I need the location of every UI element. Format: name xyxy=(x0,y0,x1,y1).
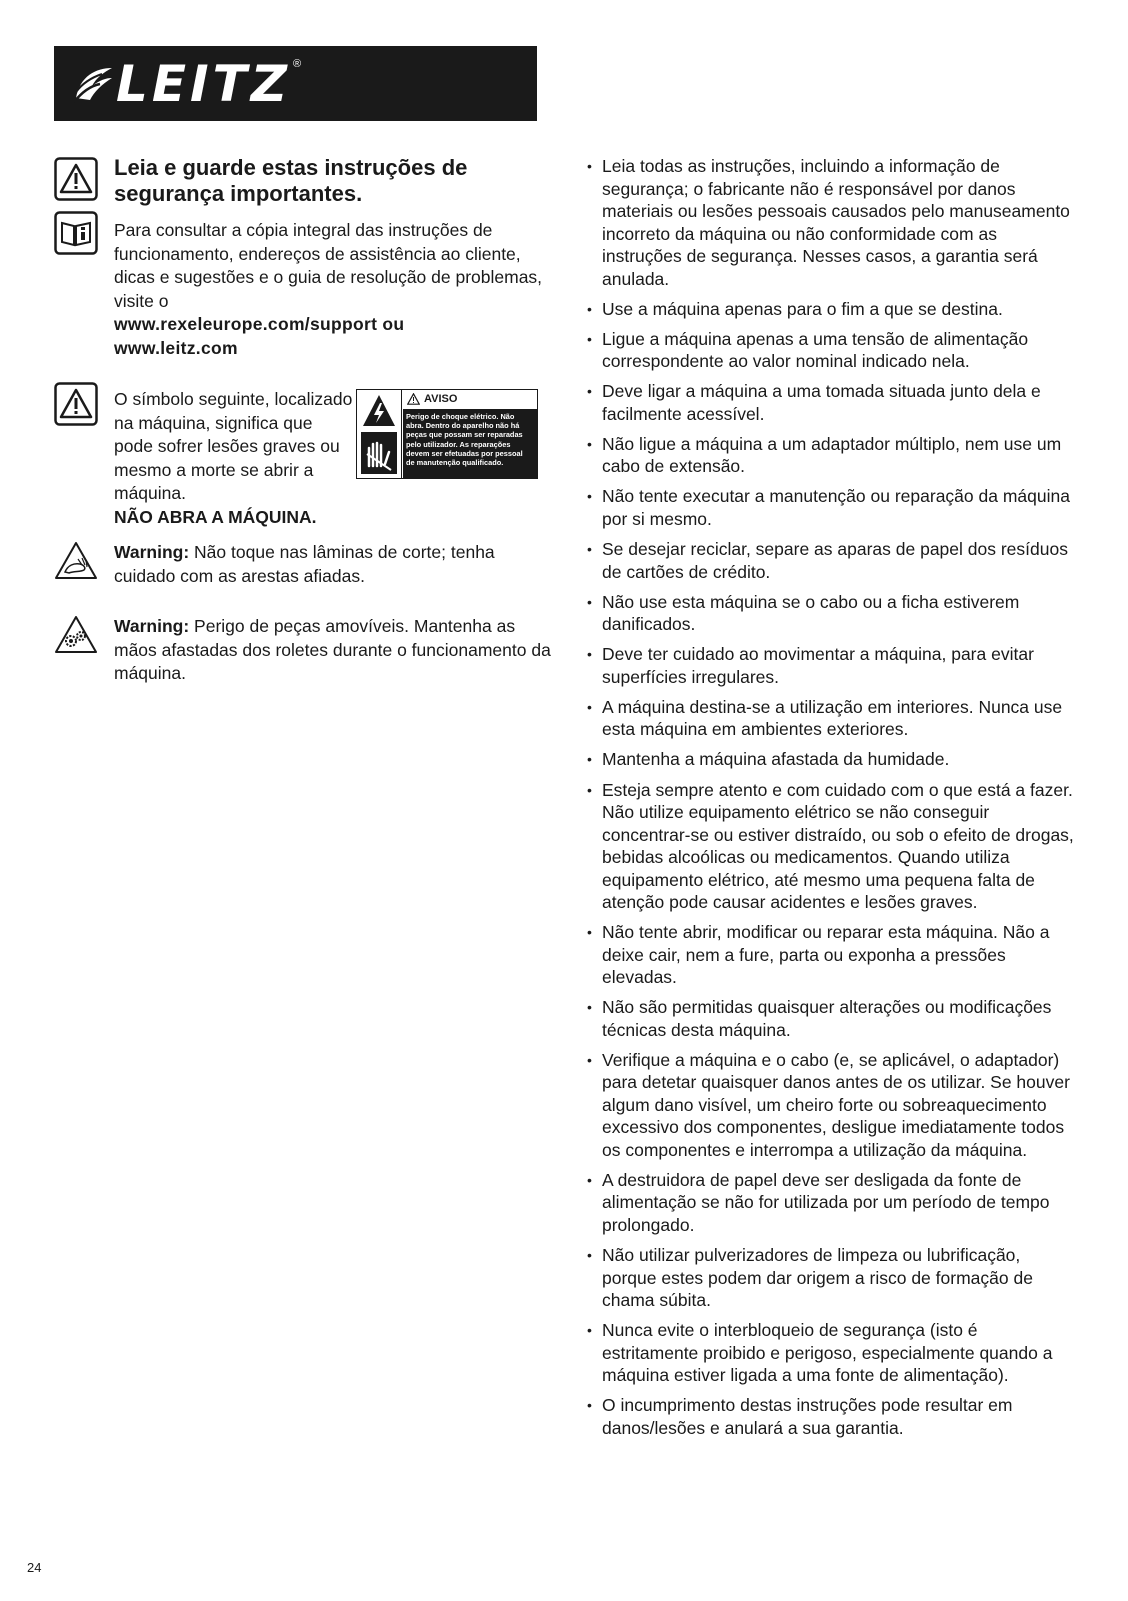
moving-parts-hazard-icon xyxy=(54,615,98,655)
warning-triangle-icon xyxy=(54,382,98,426)
manual-book-icon xyxy=(54,211,98,255)
aviso-icons xyxy=(357,390,402,478)
safety-instructions-list xyxy=(587,155,1077,1439)
list-item: • Deve ter cuidado ao movimentar a máquina, para evitar superfícies irregulares. xyxy=(587,643,1077,688)
blade-hazard-icon xyxy=(54,541,98,581)
list-item: • Use a máquina apenas para o fim a que se destina. xyxy=(587,298,1077,321)
page-number: 24 xyxy=(27,1560,42,1575)
list-item: • A máquina destina-se a utilização em interiores. Nunca use esta máquina em ambientes exteriores. xyxy=(587,696,1077,741)
do-not-open-warning: NÃO ABRA A MÁQUINA. xyxy=(114,506,317,527)
warning-label: Warning: xyxy=(114,542,190,562)
list-item: • O incumprimento destas instruções pode resultar em danos/lesões e anulará a sua garantia. xyxy=(587,1394,1077,1439)
aviso-label-image xyxy=(356,389,538,479)
warning-label: Warning: xyxy=(114,616,190,636)
list-item: • Não são permitidas quaisquer alterações ou modificações técnicas desta máquina. xyxy=(587,996,1077,1041)
support-link[interactable]: www.rexeleurope.com/support ou xyxy=(114,314,405,334)
list-item: • Não utilizar pulverizadores de limpeza ou lubrificação, porque estes podem dar origem a risco de formação de chama súbita. xyxy=(587,1244,1077,1312)
aviso-header xyxy=(403,390,537,408)
electric-shock-icon xyxy=(357,390,401,478)
brand-logo xyxy=(54,46,537,121)
warning-moving-parts xyxy=(114,615,554,686)
warning-triangle-icon xyxy=(407,393,420,405)
leitz-leaf-icon xyxy=(70,62,114,106)
warning-text: Perigo de peças amovíveis. Mantenha as mãos afastadas dos roletes durante o funcionamento da máquina. xyxy=(114,616,551,683)
warning-triangle-icon xyxy=(54,157,98,201)
list-item: • Se desejar reciclar, separe as aparas de papel dos resíduos de cartões de crédito. xyxy=(587,538,1077,583)
list-item: • Não ligue a máquina a um adaptador múltiplo, nem use um cabo de extensão. xyxy=(587,433,1077,478)
list-item: • Mantenha a máquina afastada da humidade. xyxy=(587,748,1077,771)
warning-text: Não toque nas lâminas de corte; tenha cuidado com as arestas afiadas. xyxy=(114,542,495,586)
page-title: Leia e guarde estas instruções de segurança importantes. xyxy=(114,155,468,206)
list-item: • Ligue a máquina apenas a uma tensão de alimentação correspondente ao valor nominal indicado nela. xyxy=(587,328,1077,373)
list-item: • Deve ligar a máquina a uma tomada situada junto dela e facilmente acessível. xyxy=(587,380,1077,425)
brand-name: LEITZ xyxy=(116,54,291,113)
list-item: • Não tente executar a manutenção ou reparação da máquina por si mesmo. xyxy=(587,485,1077,530)
list-item: • Verifique a máquina e o cabo (e, se aplicável, o adaptador) para detetar quaisquer danos antes de os utilizar. Se houver algum dano visível, um cheiro forte ou sobreaquecimento excessivo dos componentes, desligue imediatamente todos os componentes e interrompa a utilização da máquina. xyxy=(587,1049,1077,1162)
intro-text: Para consultar a cópia integral das instruções de funcionamento, endereços de assistência ao cliente, dicas e sugestões e o guia de resolução de problemas, visite o xyxy=(114,220,543,311)
symbol-explanation xyxy=(114,388,354,529)
list-item: • Nunca evite o interbloqueio de segurança (isto é estritamente proibido e perigoso, especialmente quando a máquina estiver ligada a uma fonte de alimentação). xyxy=(587,1319,1077,1387)
list-item: • Não use esta máquina se o cabo ou a ficha estiverem danificados. xyxy=(587,591,1077,636)
aviso-body: Perigo de choque elétrico. Não abra. Dentro do aparelho não há peças que possam ser reparadas pelo utilizador. As reparações devem ser efetuadas por pessoal de manutenção qualificado. xyxy=(403,409,537,478)
list-item: • A destruidora de papel deve ser desligada da fonte de alimentação se não for utilizada por um período de tempo prolongado. xyxy=(587,1169,1077,1237)
list-item: • Esteja sempre atento e com cuidado com o que está a fazer. Não utilize equipamento elétrico se não conseguir concentrar-se ou estiver distraído, ou sob o efeito de drogas, bebidas alcoólicas ou medicamentos. Quando utiliza equipamento elétrico, até mesmo uma pequena falta de atenção pode causar acidentes e lesões graves. xyxy=(587,779,1077,914)
registered-mark: ® xyxy=(292,58,302,70)
intro-text-block xyxy=(114,219,544,360)
leitz-link[interactable]: www.leitz.com xyxy=(114,337,238,358)
aviso-title: AVISO xyxy=(424,393,458,405)
list-item: • Leia todas as instruções, incluindo a informação de segurança; o fabricante não é responsável por danos materiais ou lesões pessoais causados pelo manuseamento incorreto da máquina ou não conformidade com as instruções de segurança. Nesses casos, a garantia será anulada. xyxy=(587,155,1077,290)
warning-blades xyxy=(114,541,554,588)
list-item: • Não tente abrir, modificar ou reparar esta máquina. Não a deixe cair, nem a fure, parta ou exponha a pressões elevadas. xyxy=(587,921,1077,989)
right-column xyxy=(587,155,1077,1447)
symbol-text: O símbolo seguinte, localizado na máquina, significa que pode sofrer lesões graves ou mesmo a morte se abrir a máquina. xyxy=(114,389,353,503)
